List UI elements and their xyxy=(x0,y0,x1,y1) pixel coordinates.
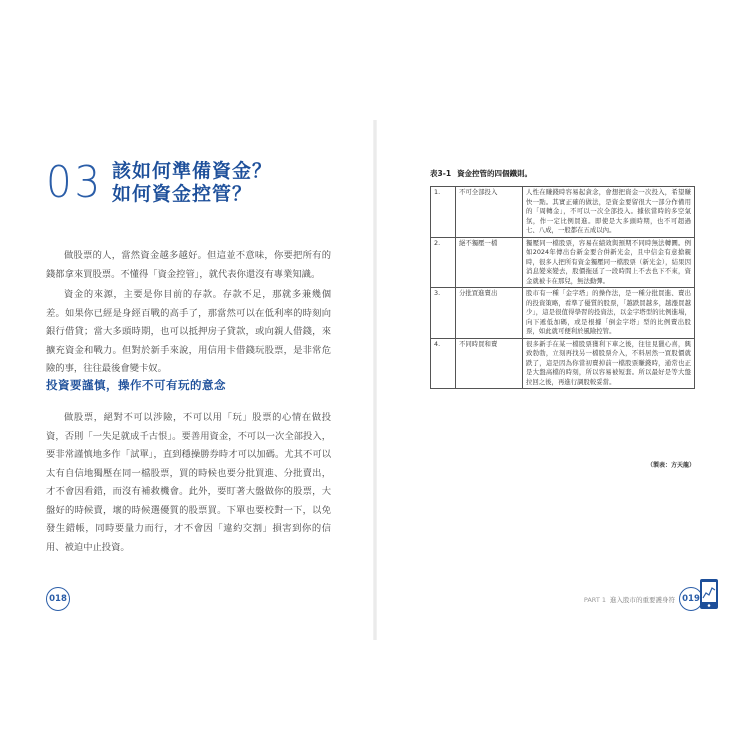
row-description: 人性在賺錢時容易起貪念，會想把資金一次投入，希望賺快一點。其實正確的做法，是資金要留很大一部分作備用的「周轉金」，不可以一次全部投入。據依當時的多空氣氛，作一定比例買進。即使是大多頭時期，也不可超過七、八成，一般都在五成以內。 xyxy=(523,187,695,238)
table-caption-label: 表3-1 xyxy=(430,169,452,178)
chapter-title-line2: 如何資金控管？ xyxy=(112,183,253,205)
table-caption-text: 資金控管的四個鐵則。 xyxy=(457,169,533,178)
table-row xyxy=(431,288,695,339)
table-row xyxy=(431,237,695,288)
row-name: 不可全部投入 xyxy=(456,187,523,238)
row-description: 獨壓同一檔股票，容易在績效與預期不同時無法轉圜。例如2024年傳出台新金要合併新光金，且中信金有意搶親時，很多人把所有資金獨壓同一檔股票（新光金），結果因消息變來變去，股價拖延了一段時間上不去也下不來，資金就被卡在那兒，無法動彈。 xyxy=(523,237,695,288)
table-caption xyxy=(430,168,538,179)
running-title: 進入股市的重要護身符 xyxy=(610,596,675,604)
section-heading: 投資要謹慎，操作不可有玩的意念 xyxy=(46,378,226,392)
row-number: 3. xyxy=(431,288,456,339)
row-description: 股市有一種「金字塔」的操作法，是一種分批買進、賣出的投資策略，看準了優質的股票，「越跌買越多，越漲買越少」，這是很值得學習的投資法，以金字塔型的比例進場，向下遞低加碼，或是根據「倒金字塔」型的比例賣出股票，如此就可便利於風險控管。 xyxy=(523,288,695,339)
chapter-title-line1: 該如何準備資金？ xyxy=(112,160,273,182)
rules-table xyxy=(430,186,695,389)
table-row xyxy=(431,338,695,389)
right-page xyxy=(375,0,750,750)
paragraph-3: 做股票，絕對不可以涉險，不可以用「玩」股票的心情在做投資，否則「一失足就成千古恨」。要善用資金，不可以一次全部投入，要非常謹慎地多作「試單」，直到穩操勝券時才可以加碼。尤其不可以太有自信地獨壓在同一檔股票，買的時候也要分批買進、分批賣出，才不會因看錯，而沒有補救機會。此外，要盯著大盤做你的股票，大盤好的時候賣，壞的時候選優質的股票買。下單也要校對一下，以免發生錯帳，同時要量力而行，才不會因「違約交割」損害到你的信用、被迫中止投資。 xyxy=(46,412,331,553)
row-number: 4. xyxy=(431,338,456,389)
row-name: 不同時買和賣 xyxy=(456,338,523,389)
phone-stock-icon xyxy=(699,578,719,610)
source-note: （製表：方天龍） xyxy=(646,462,695,469)
row-description: 很多新手在某一檔股票獲利下車之後，往往見獵心喜，興致勃勃，立刻再找另一檔股票介入，不料居然一買股價就跌了，這是因為你當初賣掉前一檔股票賺錢時，通常也正是大盤高檔的時刻，所以容易被短套。所以最好是等大盤拉回之後，再進行調股較妥當。 xyxy=(523,338,695,389)
page-number-right: 019 xyxy=(679,587,703,611)
chapter-titles xyxy=(112,160,272,206)
row-name: 絕不獨壓一檔 xyxy=(456,237,523,288)
row-name: 分批買進賣出 xyxy=(456,288,523,339)
running-footer xyxy=(584,595,675,604)
row-number: 1. xyxy=(431,187,456,238)
chapter-heading xyxy=(46,157,273,208)
paragraph-2: 資金的來源，主要是你目前的存款。存款不足，那就多兼幾個差。如果你已經是身經百戰的高手了，那當然可以在低利率的時刻向銀行借貸；當大多頭時期，也可以抵押房子貸款，或向親人借錢，來擴充資金和戰力。但對於新手來說，用信用卡借錢玩股票，是非常危險的事，往往最後會變卡奴。 xyxy=(46,289,331,375)
page-number-left: 018 xyxy=(46,587,70,611)
row-number: 2. xyxy=(431,237,456,288)
paragraph-1: 做股票的人，當然資金越多越好。但這並不意味，你要把所有的錢都拿來買股票。不懂得「資金控管」，就代表你還沒有專業知識。 xyxy=(46,250,331,280)
running-part: PART 1 xyxy=(583,596,606,604)
table-row xyxy=(431,187,695,238)
chapter-number: 03 xyxy=(46,157,104,208)
